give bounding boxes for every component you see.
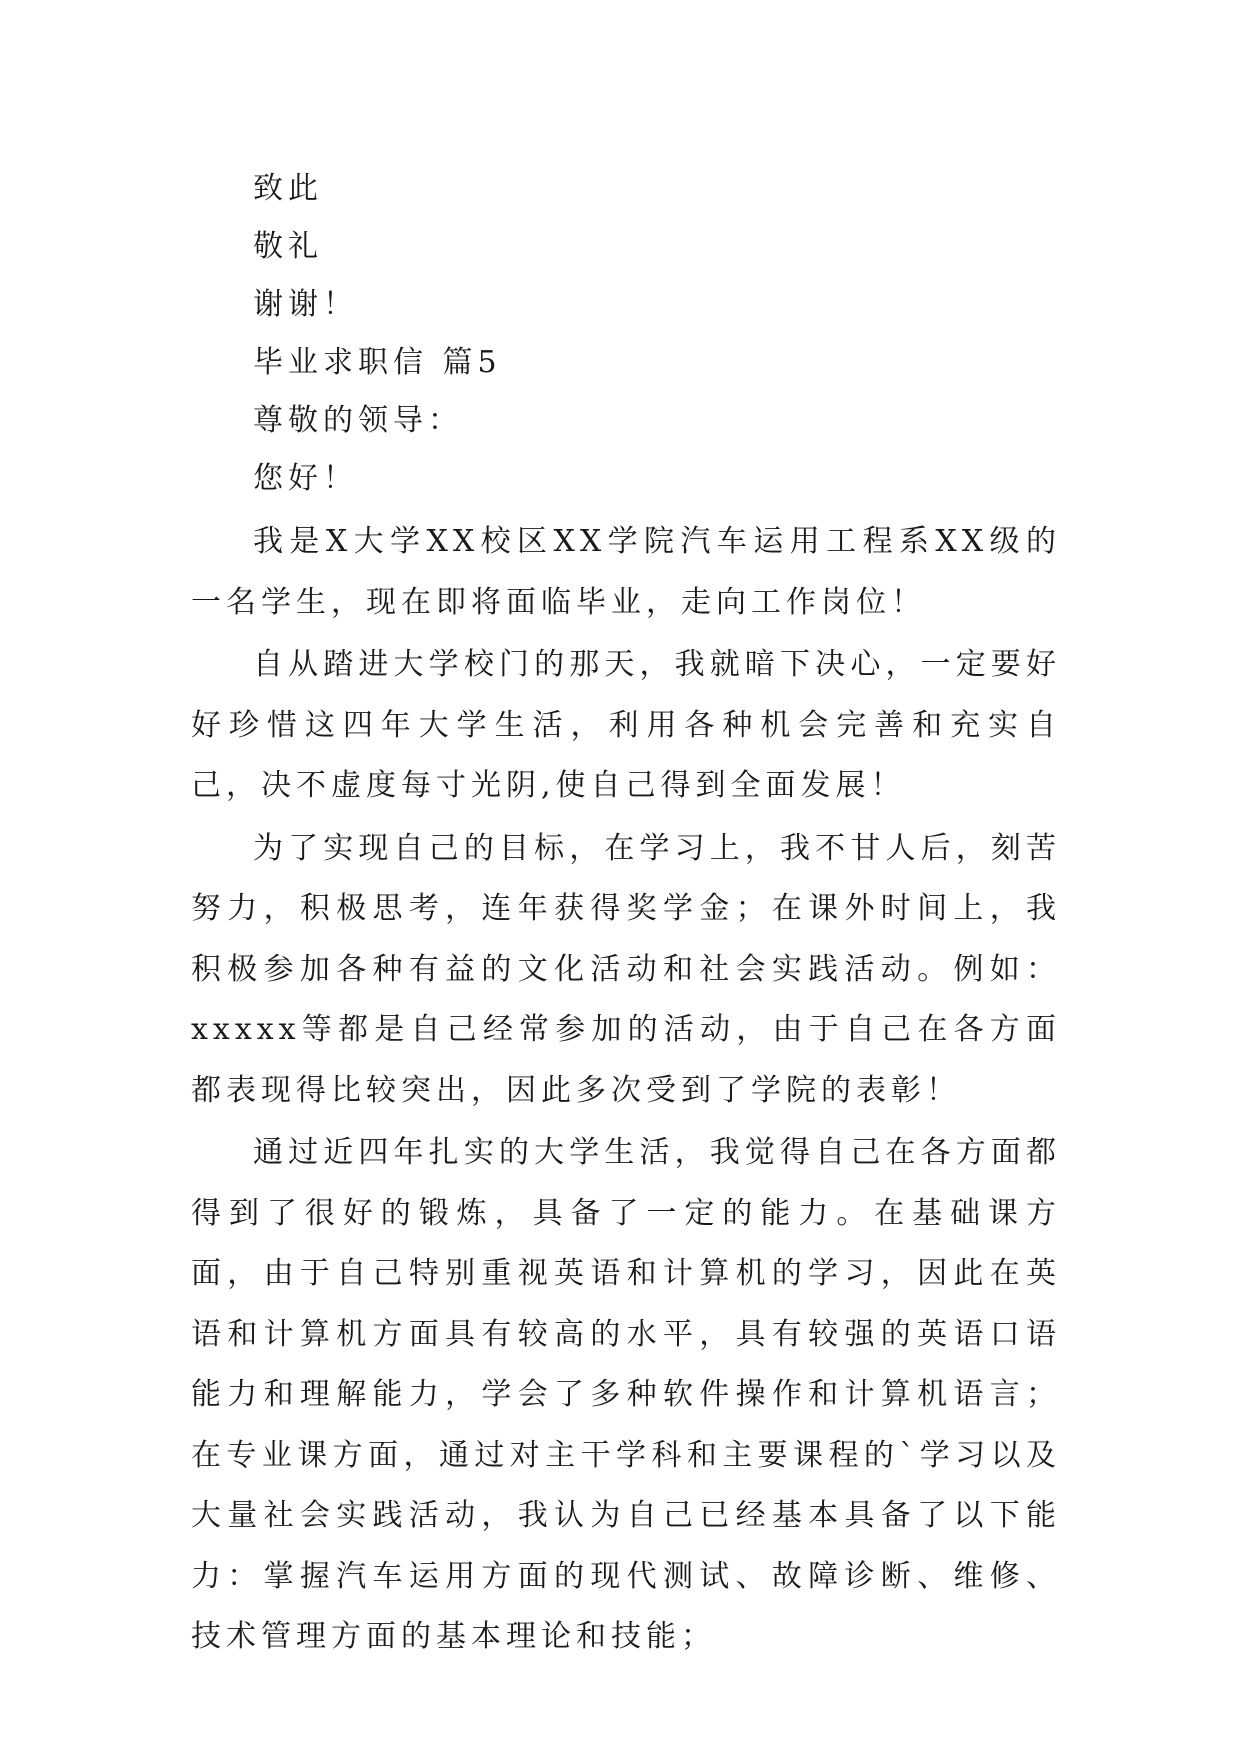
section-heading: 毕业求职信 篇5 (253, 345, 502, 380)
closing-line-zhici: 致此 (253, 171, 323, 206)
letter-body (191, 160, 1061, 1668)
paragraph-resolve: 自从踏进大学校门的那天，我就暗下决心，一定要好好珍惜这四年大学生活，利用各种机会完善和充实自己，决不虚度每寸光阴,使自己得到全面发展！ (191, 647, 1061, 803)
greeting: 您好！ (253, 461, 358, 496)
paragraph-achievements: 为了实现自己的目标，在学习上，我不甘人后，刻苦努力，积极思考，连年获得奖学金；在课外时间上，我积极参加各种有益的文化活动和社会实践活动。例如：xxxxx等都是自己经常参加的活动，由于自己在各方面都表现得比较突出，因此多次受到了学院的表彰！ (191, 830, 1061, 1108)
thanks-line: 谢谢！ (253, 287, 358, 322)
paragraph-intro: 我是X大学XX校区XX学院汽车运用工程系XX级的一名学生，现在即将面临毕业，走向工作岗位！ (191, 524, 1061, 620)
paragraph-abilities: 通过近四年扎实的大学生活，我觉得自己在各方面都得到了很好的锻炼，具备了一定的能力。在基础课方面，由于自己特别重视英语和计算机的学习，因此在英语和计算机方面具有较高的水平，具有较强的英语口语能力和理解能力，学会了多种软件操作和计算机语言；在专业课方面，通过对主干学科和主要课程的`学习以及大量社会实践活动，我认为自己已经基本具备了以下能力：掌握汽车运用方面的现代测试、故障诊断、维修、技术管理方面的基本理论和技能； (191, 1135, 1061, 1654)
closing-line-jingli: 敬礼 (253, 229, 323, 264)
salutation: 尊敬的领导： (253, 403, 463, 438)
